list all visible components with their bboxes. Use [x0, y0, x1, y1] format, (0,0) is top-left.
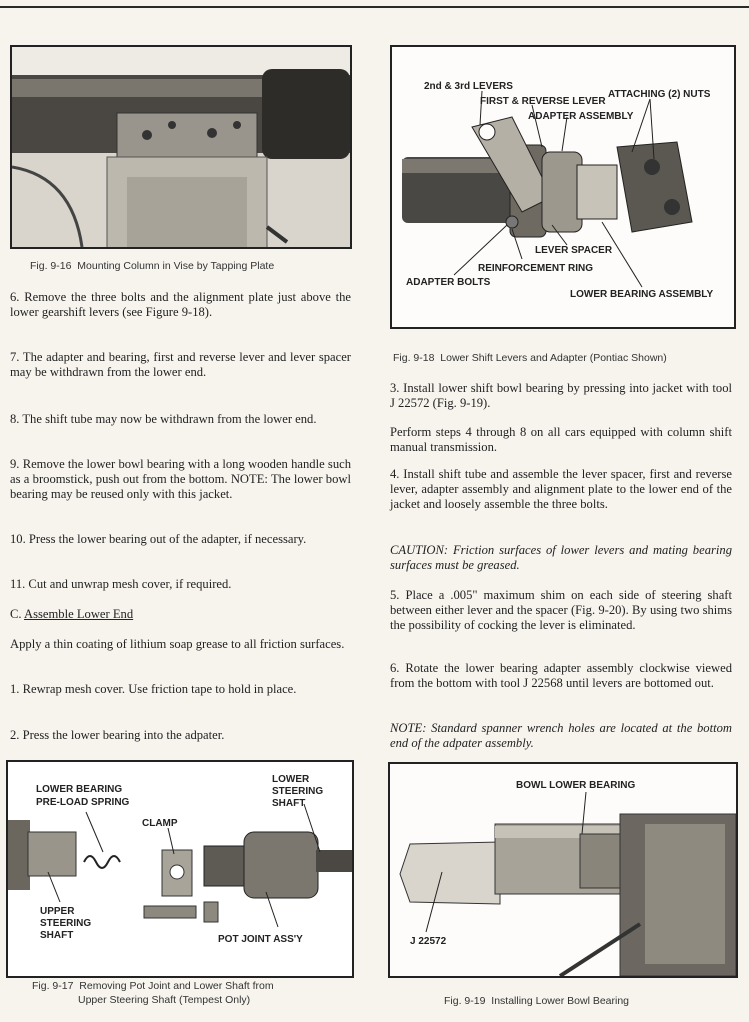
- figure-9-17-caption-line1: Fig. 9-17 Removing Pot Joint and Lower Shaft from: [32, 980, 274, 992]
- label-upper-steering: STEERING: [40, 918, 92, 929]
- label-pot-joint: POT JOINT ASS'Y: [218, 934, 303, 945]
- left-intro: Apply a thin coating of lithium soap grease to all friction surfaces.: [10, 637, 345, 651]
- label-clamp: CLAMP: [142, 818, 178, 829]
- label-lever-spacer: LEVER SPACER: [535, 245, 613, 256]
- label-preload-spring: PRE-LOAD SPRING: [36, 797, 130, 808]
- figure-9-17-caption-line2: Upper Steering Shaft (Tempest Only): [78, 994, 251, 1006]
- left-step-9: 9. Remove the lower bowl bearing with a long wooden handle such as a broomstick, push out from the bottom. NOTE: The lower bowl bearing may be reused only with this jacket.: [10, 457, 351, 502]
- section-c-title: Assemble Lower End: [24, 607, 134, 621]
- label-reinforcement-ring: REINFORCEMENT RING: [478, 263, 593, 274]
- left-step-8: 8. The shift tube may now be withdrawn from the lower end.: [10, 412, 317, 426]
- left-step-11: 11. Cut and unwrap mesh cover, if required.: [10, 577, 232, 591]
- figure-9-16-photo: [10, 45, 352, 249]
- label-lower-bearing: LOWER BEARING: [36, 784, 123, 795]
- label-attaching-nuts: ATTACHING (2) NUTS: [608, 89, 711, 100]
- figure-9-19-caption: Fig. 9-19 Installing Lower Bowl Bearing: [444, 995, 630, 1007]
- label-steering: STEERING: [272, 786, 324, 797]
- label-lower: LOWER: [272, 774, 310, 785]
- right-caution: CAUTION: Friction surfaces of lower levers and mating bearing surfaces must be greased.: [390, 543, 732, 573]
- right-step-3: 3. Install lower shift bowl bearing by pressing into jacket with tool J 22572 (Fig. 9-19).: [390, 381, 732, 411]
- left-step-2: 2. Press the lower bearing into the adpater.: [10, 728, 225, 742]
- right-perform: Perform steps 4 through 8 on all cars equipped with column shift manual transmission.: [390, 425, 732, 455]
- label-2nd-3rd-levers: 2nd & 3rd LEVERS: [424, 81, 513, 92]
- label-upper-shaft: SHAFT: [40, 930, 74, 941]
- left-step-7: 7. The adapter and bearing, first and reverse lever and lever spacer may be withdrawn from the lower end.: [10, 350, 351, 380]
- label-adapter-bolts: ADAPTER BOLTS: [406, 277, 491, 288]
- section-c-prefix: C.: [10, 607, 25, 621]
- left-step-6: 6. Remove the three bolts and the alignment plate just above the lower gearshift levers (see Figure 9-18).: [10, 290, 351, 320]
- right-note: NOTE: Standard spanner wrench holes are located at the bottom end of the adpater assembly.: [390, 721, 732, 751]
- figure-9-19-photo: [388, 762, 738, 978]
- label-tool-j22572: J 22572: [410, 936, 447, 947]
- top-rule: [0, 6, 749, 8]
- left-step-10: 10. Press the lower bearing out of the adapter, if necessary.: [10, 532, 307, 546]
- label-upper: UPPER: [40, 906, 75, 917]
- label-bowl-lower-bearing: BOWL LOWER BEARING: [516, 780, 636, 791]
- left-step-1: 1. Rewrap mesh cover. Use friction tape to hold in place.: [10, 682, 297, 696]
- figure-9-16-caption: Fig. 9-16 Mounting Column in Vise by Tapping Plate: [30, 260, 275, 272]
- label-shaft: SHAFT: [272, 798, 306, 809]
- section-c-heading: [10, 607, 351, 622]
- right-step-6: 6. Rotate the lower bearing adapter assembly clockwise viewed from the bottom with tool J 22568 until levers are bottomed out.: [390, 661, 732, 691]
- label-lower-bearing-assembly: LOWER BEARING ASSEMBLY: [570, 289, 714, 300]
- figure-9-18-photo: [390, 45, 736, 329]
- right-step-5: 5. Place a .005" maximum shim on each side of steering shaft between either lever and the spacer (Fig. 9-20). By using two shims the possibility of cocking the lever is eliminated.: [390, 588, 732, 633]
- figure-9-17-photo: [6, 760, 354, 978]
- label-first-reverse-lever: FIRST & REVERSE LEVER: [480, 96, 606, 107]
- label-adapter-assembly: ADAPTER ASSEMBLY: [528, 111, 634, 122]
- right-step-4: 4. Install shift tube and assemble the lever spacer, first and reverse lever, adapter assembly and alignment plate to the lower end of the jacket and loosely assemble the three bolts.: [390, 467, 732, 512]
- figure-9-18-caption: Fig. 9-18 Lower Shift Levers and Adapter (Pontiac Shown): [393, 352, 667, 364]
